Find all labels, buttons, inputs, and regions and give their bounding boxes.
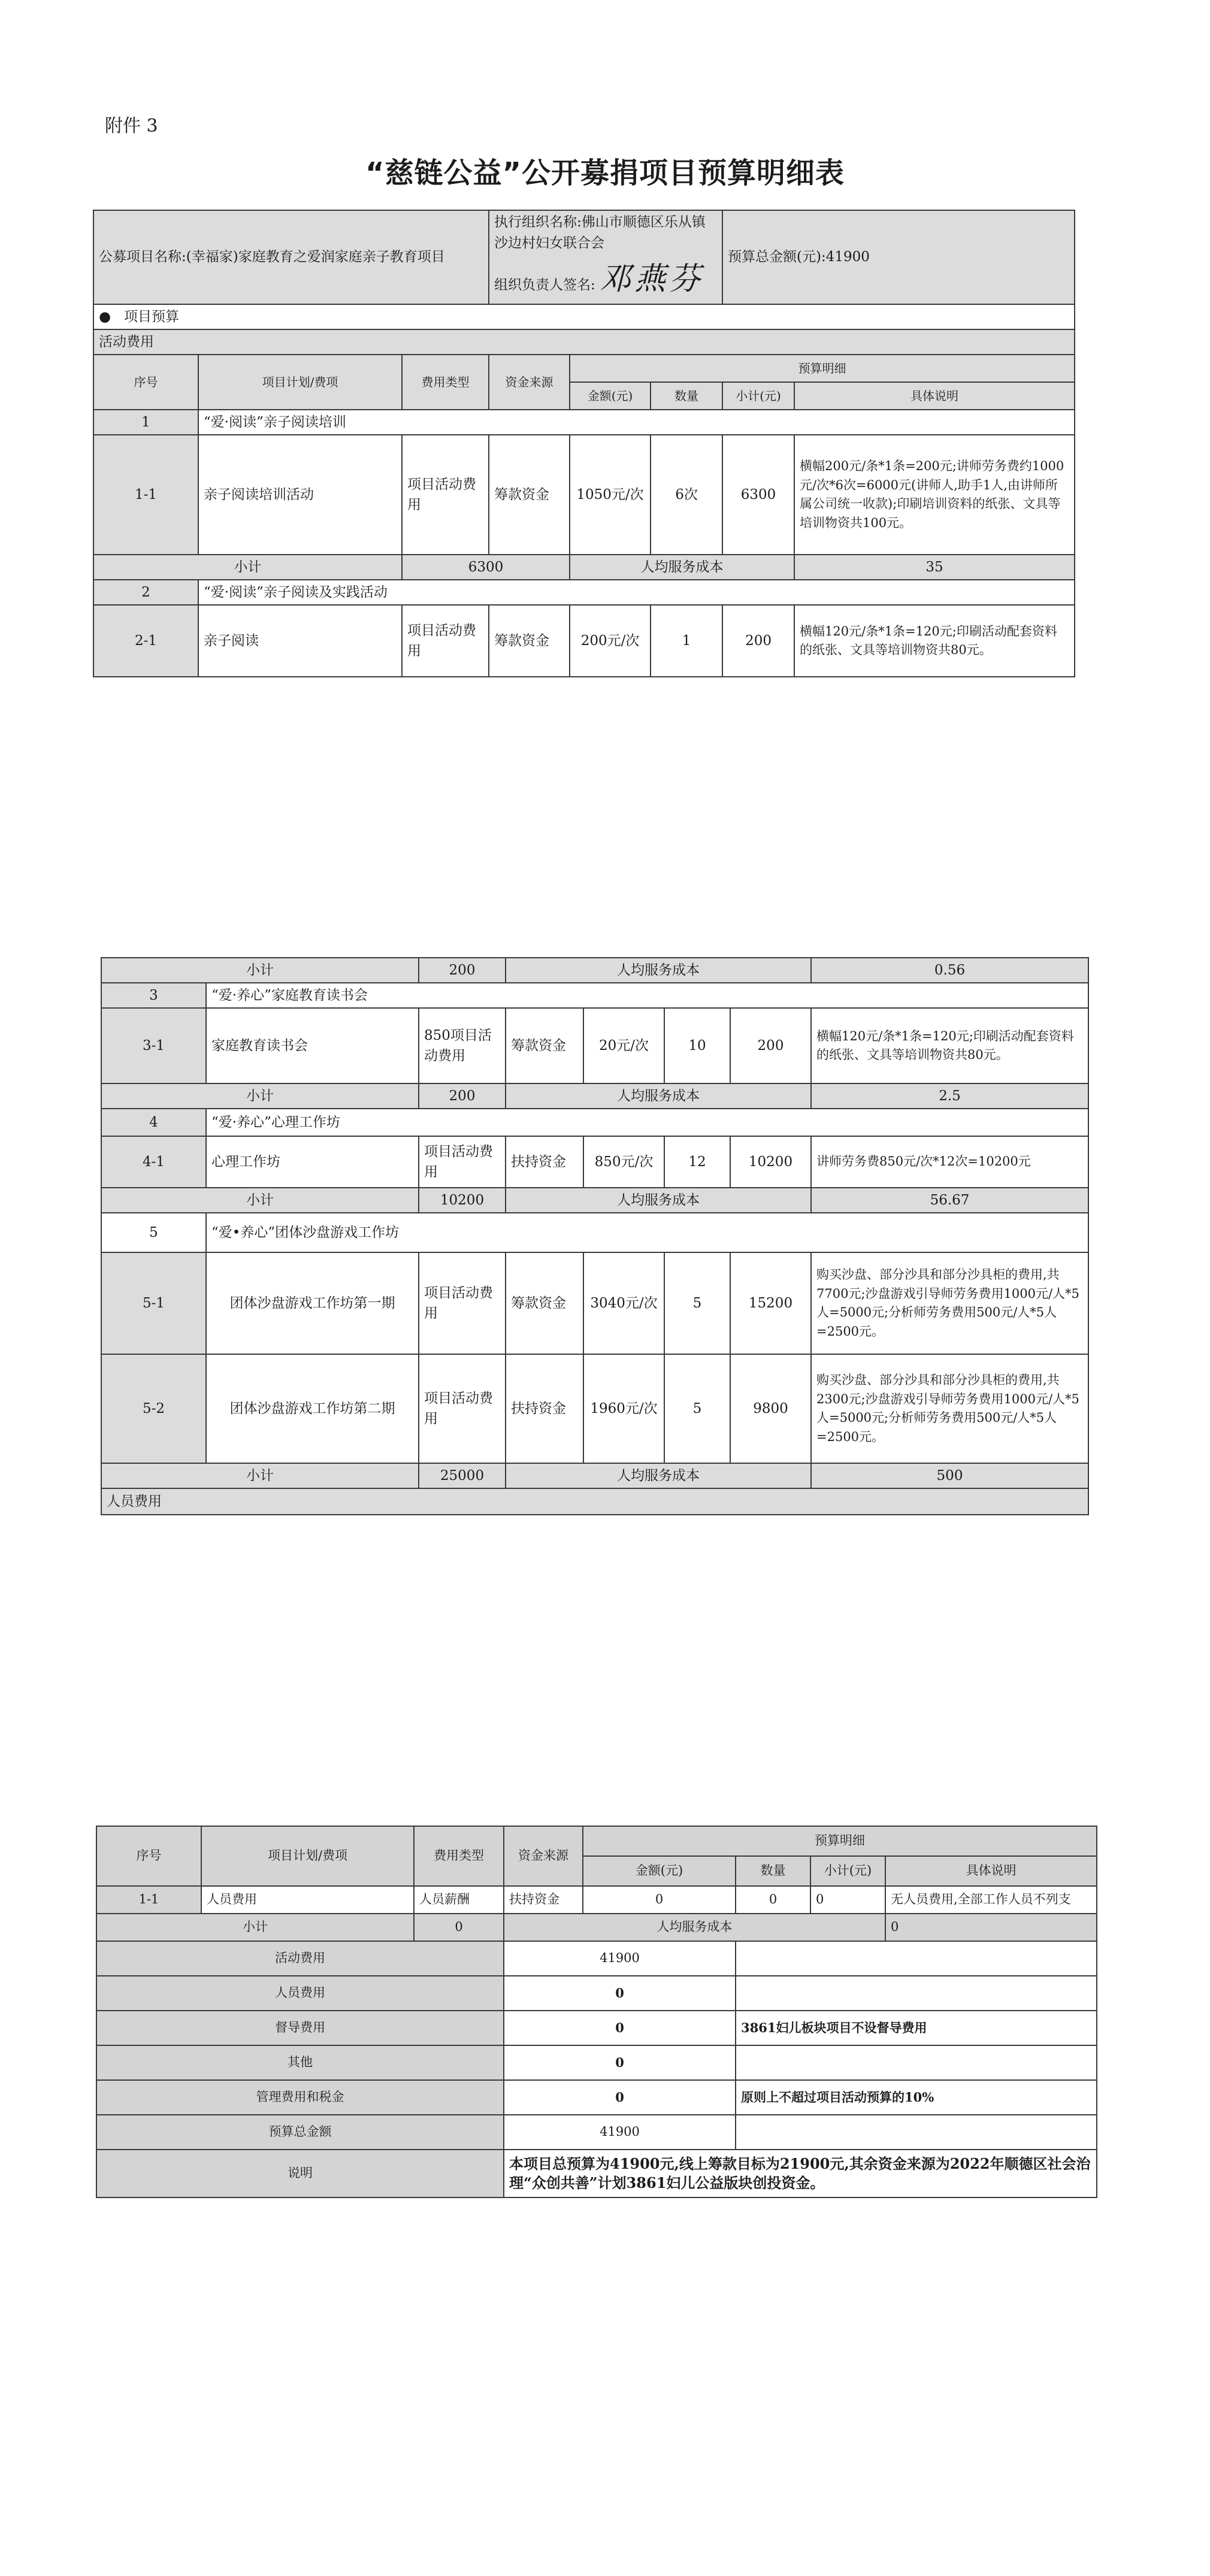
col-fund-source: 资金来源 <box>504 1826 583 1886</box>
item-subtotal: 10200 <box>730 1136 811 1188</box>
per-capita-value: 56.67 <box>811 1188 1088 1213</box>
summary-row <box>96 2045 1097 2080</box>
item-fund: 扶持资金 <box>506 1136 583 1188</box>
summary-row <box>96 2080 1097 2115</box>
summary-supervision-note: 3861妇儿板块项目不设督导费用 <box>736 2011 1097 2045</box>
group-no: 5 <box>101 1213 206 1252</box>
subtotal-row <box>101 1463 1088 1488</box>
item-plan: 团体沙盘游戏工作坊第一期 <box>206 1252 419 1354</box>
item-subtotal: 200 <box>722 605 794 677</box>
subtotal-value: 10200 <box>419 1188 506 1213</box>
item-fee-type: 项目活动费用 <box>419 1252 506 1354</box>
item-amount: 850元/次 <box>583 1136 664 1188</box>
summary-other-value: 0 <box>504 2045 736 2080</box>
summary-total-label: 预算总金额 <box>96 2115 504 2150</box>
summary-mgmt-value: 0 <box>504 2080 736 2115</box>
col-amount: 金额(元) <box>570 382 651 410</box>
item-amount: 1050元/次 <box>570 435 651 555</box>
summary-row <box>96 2011 1097 2045</box>
attachment-label: 附件 3 <box>105 116 158 137</box>
table-row <box>101 1008 1088 1083</box>
item-fee-type: 850项目活动费用 <box>419 1008 506 1083</box>
subtotal-label: 小计 <box>96 1914 414 1941</box>
item-fund: 筹款资金 <box>506 1008 583 1083</box>
item-subtotal: 6300 <box>722 435 794 555</box>
summary-other-note <box>736 2045 1097 2080</box>
col-detail: 预算明细 <box>583 1826 1097 1856</box>
item-qty: 5 <box>664 1252 730 1354</box>
col-subtotal: 小计(元) <box>810 1856 885 1886</box>
table-row <box>101 1354 1088 1463</box>
per-capita-label: 人均服务成本 <box>506 958 811 983</box>
subtotal-row <box>101 1188 1088 1213</box>
summary-personnel-note <box>736 1976 1097 2011</box>
col-no: 序号 <box>96 1826 201 1886</box>
item-fee-type: 人员薪酬 <box>414 1886 504 1914</box>
item-fee-type: 项目活动费用 <box>419 1136 506 1188</box>
group-title: “爱·阅读”亲子阅读培训 <box>198 410 1075 435</box>
item-plan: 团体沙盘游戏工作坊第二期 <box>206 1354 419 1463</box>
subtotal-label: 小计 <box>101 958 419 983</box>
item-desc: 横幅200元/条*1条=200元;讲师劳务费约1000元/次*6次=6000元(讲师人,助手1人,由讲师所属公司统一收款);印刷培训资料的纸张、文具等培训物资共100元。 <box>794 435 1075 555</box>
section-budget-label: 项目预算 <box>124 308 180 325</box>
col-plan: 项目计划/费项 <box>198 355 402 410</box>
budget-table-part3 <box>96 1826 1097 2198</box>
col-desc: 具体说明 <box>794 382 1075 410</box>
item-fee-type: 项目活动费用 <box>419 1354 506 1463</box>
subtotal-label: 小计 <box>101 1463 419 1488</box>
per-capita-label: 人均服务成本 <box>506 1463 811 1488</box>
item-desc: 横幅120元/条*1条=120元;印刷活动配套资料的纸张、文具等培训物资共80元。 <box>811 1008 1088 1083</box>
summary-mgmt-note: 原则上不超过项目活动预算的10% <box>736 2080 1097 2115</box>
subtotal-value: 0 <box>414 1914 504 1941</box>
budget-table-part1 <box>93 210 1075 677</box>
item-fund: 筹款资金 <box>489 605 570 677</box>
item-subtotal: 200 <box>730 1008 811 1083</box>
project-name-value: (幸福家)家庭教育之爱润家庭亲子教育项目 <box>186 249 445 265</box>
col-plan: 项目计划/费项 <box>201 1826 414 1886</box>
table-row <box>101 1252 1088 1354</box>
org-cell <box>489 210 722 255</box>
project-name-cell <box>93 210 489 304</box>
item-plan: 心理工作坊 <box>206 1136 419 1188</box>
budget-total-cell <box>722 210 1075 304</box>
subtotal-label: 小计 <box>101 1188 419 1213</box>
group-row <box>101 1109 1088 1136</box>
summary-supervision-label: 督导费用 <box>96 2011 504 2045</box>
item-qty: 12 <box>664 1136 730 1188</box>
item-no: 5-2 <box>101 1354 206 1463</box>
group-no: 3 <box>101 983 206 1008</box>
item-fee-type: 项目活动费用 <box>402 605 489 677</box>
per-capita-label: 人均服务成本 <box>506 1188 811 1213</box>
col-qty: 数量 <box>736 1856 810 1886</box>
subtotal-value: 6300 <box>402 555 570 580</box>
page-title: “慈链公益”公开募捐项目预算明细表 <box>365 156 845 190</box>
summary-row <box>96 2150 1097 2197</box>
per-capita-value: 0 <box>885 1914 1097 1941</box>
group-row <box>93 410 1075 435</box>
subtotal-label: 小计 <box>101 1083 419 1109</box>
budget-table-part2 <box>101 957 1089 1515</box>
item-fund: 筹款资金 <box>489 435 570 555</box>
item-subtotal: 15200 <box>730 1252 811 1354</box>
item-no: 2-1 <box>93 605 198 677</box>
summary-row <box>96 1941 1097 1976</box>
project-name-label: 公募项目名称: <box>99 249 186 265</box>
org-label: 执行组织名称: <box>494 214 582 230</box>
item-amount: 200元/次 <box>570 605 651 677</box>
item-plan: 家庭教育读书会 <box>206 1008 419 1083</box>
item-subtotal: 9800 <box>730 1354 811 1463</box>
group-row <box>101 1213 1088 1252</box>
item-qty: 10 <box>664 1008 730 1083</box>
summary-activity-label: 活动费用 <box>96 1941 504 1976</box>
item-amount: 0 <box>583 1886 736 1914</box>
org-value: 佛山市顺德区乐从镇沙边村妇女联合会 <box>494 214 706 251</box>
per-capita-value: 500 <box>811 1463 1088 1488</box>
per-capita-label: 人均服务成本 <box>506 1083 811 1109</box>
group-row <box>93 580 1075 605</box>
group-no: 4 <box>101 1109 206 1136</box>
group-no: 1 <box>93 410 198 435</box>
col-subtotal: 小计(元) <box>722 382 794 410</box>
per-capita-value: 0.56 <box>811 958 1088 983</box>
per-capita-value: 2.5 <box>811 1083 1088 1109</box>
leader-label: 组织负责人签名: <box>494 277 595 293</box>
per-capita-value: 35 <box>794 555 1075 580</box>
item-subtotal: 0 <box>810 1886 885 1914</box>
col-desc: 具体说明 <box>885 1856 1097 1886</box>
item-fee-type: 项目活动费用 <box>402 435 489 555</box>
item-desc: 购买沙盘、部分沙具和部分沙具柜的费用,共7700元;沙盘游戏引导师劳务费用1000元/人*5人=5000元;分析师劳务费用500元/人*5人=2500元。 <box>811 1252 1088 1354</box>
summary-note-label: 说明 <box>96 2150 504 2197</box>
item-qty: 1 <box>651 605 722 677</box>
col-fee-type: 费用类型 <box>414 1826 504 1886</box>
item-plan: 人员费用 <box>201 1886 414 1914</box>
subtotal-value: 200 <box>419 1083 506 1109</box>
table-row <box>93 435 1075 555</box>
table-row <box>93 605 1075 677</box>
summary-total-value: 41900 <box>504 2115 736 2150</box>
item-desc: 购买沙盘、部分沙具和部分沙具柜的费用,共2300元;沙盘游戏引导师劳务费用1000元/人*5人=5000元;分析师劳务费用500元/人*5人=2500元。 <box>811 1354 1088 1463</box>
summary-note-text: 本项目总预算为41900元,线上筹款目标为21900元,其余资金来源为2022年顺德区社会治理“众创共善”计划3861妇儿公益版块创投资金。 <box>504 2150 1097 2197</box>
table-row <box>101 1136 1088 1188</box>
summary-mgmt-label: 管理费用和税金 <box>96 2080 504 2115</box>
summary-row <box>96 2115 1097 2150</box>
summary-other-label: 其他 <box>96 2045 504 2080</box>
summary-row <box>96 1976 1097 2011</box>
subtotal-row <box>101 1083 1088 1109</box>
item-fund: 扶持资金 <box>504 1886 583 1914</box>
leader-signature: 邓燕芬 <box>600 261 704 297</box>
item-fund: 扶持资金 <box>506 1354 583 1463</box>
group-row <box>101 983 1088 1008</box>
item-qty: 0 <box>736 1886 810 1914</box>
summary-activity-note <box>736 1941 1097 1976</box>
item-no: 5-1 <box>101 1252 206 1354</box>
subtotal-row <box>96 1914 1097 1941</box>
item-no: 1-1 <box>93 435 198 555</box>
item-no: 3-1 <box>101 1008 206 1083</box>
subtotal-value: 25000 <box>419 1463 506 1488</box>
group-no: 2 <box>93 580 198 605</box>
per-capita-label: 人均服务成本 <box>570 555 794 580</box>
budget-total-header: 预算总金额(元):41900 <box>728 249 870 265</box>
subtotal-row <box>93 555 1075 580</box>
col-fee-type: 费用类型 <box>402 355 489 410</box>
col-fund-source: 资金来源 <box>489 355 570 410</box>
group-title: “爱•养心”团体沙盘游戏工作坊 <box>206 1213 1088 1252</box>
col-detail: 预算明细 <box>570 355 1075 382</box>
section-activity: 活动费用 <box>93 329 1075 355</box>
summary-total-note <box>736 2115 1097 2150</box>
table-row <box>96 1886 1097 1914</box>
summary-personnel-value: 0 <box>504 1976 736 2011</box>
item-amount: 1960元/次 <box>583 1354 664 1463</box>
section-budget: ● 项目预算 <box>93 304 1075 329</box>
item-no: 4-1 <box>101 1136 206 1188</box>
summary-personnel-label: 人员费用 <box>96 1976 504 2011</box>
col-no: 序号 <box>93 355 198 410</box>
group-title: “爱·养心”家庭教育读书会 <box>206 983 1088 1008</box>
leader-cell <box>489 255 722 304</box>
col-amount: 金额(元) <box>583 1856 736 1886</box>
section-personnel: 人员费用 <box>101 1488 1088 1515</box>
item-no: 1-1 <box>96 1886 201 1914</box>
item-amount: 3040元/次 <box>583 1252 664 1354</box>
per-capita-label: 人均服务成本 <box>504 1914 885 1941</box>
subtotal-row <box>101 958 1088 983</box>
col-qty: 数量 <box>651 382 722 410</box>
item-plan: 亲子阅读培训活动 <box>198 435 402 555</box>
group-title: “爱·养心”心理工作坊 <box>206 1109 1088 1136</box>
subtotal-label: 小计 <box>93 555 402 580</box>
summary-supervision-value: 0 <box>504 2011 736 2045</box>
summary-activity-value: 41900 <box>504 1941 736 1976</box>
item-fund: 筹款资金 <box>506 1252 583 1354</box>
group-title: “爱·阅读”亲子阅读及实践活动 <box>198 580 1075 605</box>
item-desc: 讲师劳务费850元/次*12次=10200元 <box>811 1136 1088 1188</box>
item-desc: 无人员费用,全部工作人员不列支 <box>885 1886 1097 1914</box>
item-qty: 6次 <box>651 435 722 555</box>
item-plan: 亲子阅读 <box>198 605 402 677</box>
item-qty: 5 <box>664 1354 730 1463</box>
item-amount: 20元/次 <box>583 1008 664 1083</box>
subtotal-value: 200 <box>419 958 506 983</box>
item-desc: 横幅120元/条*1条=120元;印刷活动配套资料的纸张、文具等培训物资共80元。 <box>794 605 1075 677</box>
